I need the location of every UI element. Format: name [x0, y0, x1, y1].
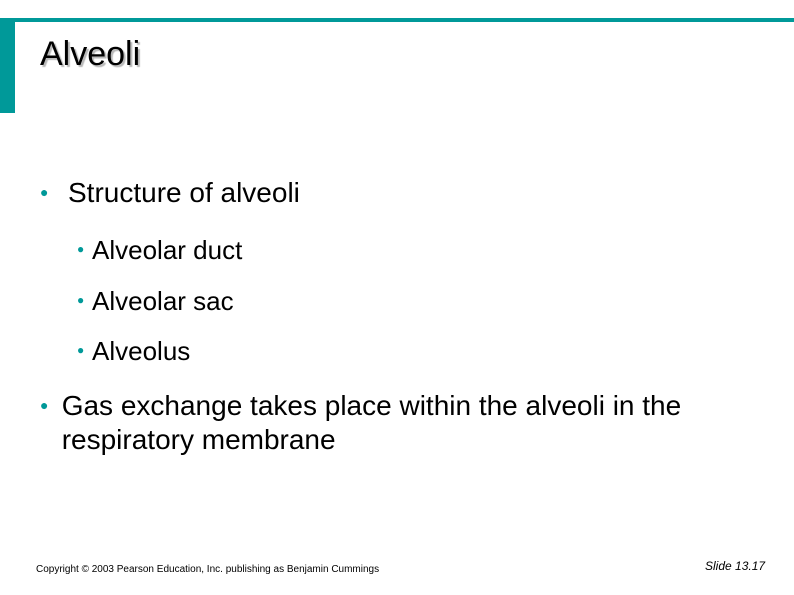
sub-bullet-alveolar-sac: [77, 286, 234, 316]
slide-number: Slide 13.17: [705, 559, 766, 573]
copyright-notice: Copyright © 2003 Pearson Education, Inc. publishing as Benjamin Cummings: [36, 564, 380, 575]
sub-bullet-alveolar-duct: [77, 235, 242, 265]
bullet-text: Structure of alveoli: [68, 177, 300, 208]
bullet-text: Alveolus: [92, 336, 191, 366]
accent-bar-left: [0, 18, 15, 113]
bullet-icon: ●: [77, 242, 85, 256]
bullet-icon: ●: [40, 184, 49, 200]
bullet-structure-of-alveoli: [40, 176, 300, 210]
bullet-text: Alveolar sac: [92, 286, 234, 316]
bullet-icon: ●: [77, 343, 85, 357]
bullet-text: Gas exchange takes place within the alveoli in the respiratory membrane: [61, 390, 682, 455]
accent-bar-top: [0, 18, 794, 22]
bullet-gas-exchange: [40, 389, 760, 457]
sub-bullet-alveolus: [77, 336, 190, 366]
slide-title: Alveoli: [40, 35, 141, 73]
bullet-text: Alveolar duct: [92, 235, 243, 265]
bullet-icon: ●: [40, 397, 49, 413]
bullet-icon: ●: [77, 293, 85, 307]
